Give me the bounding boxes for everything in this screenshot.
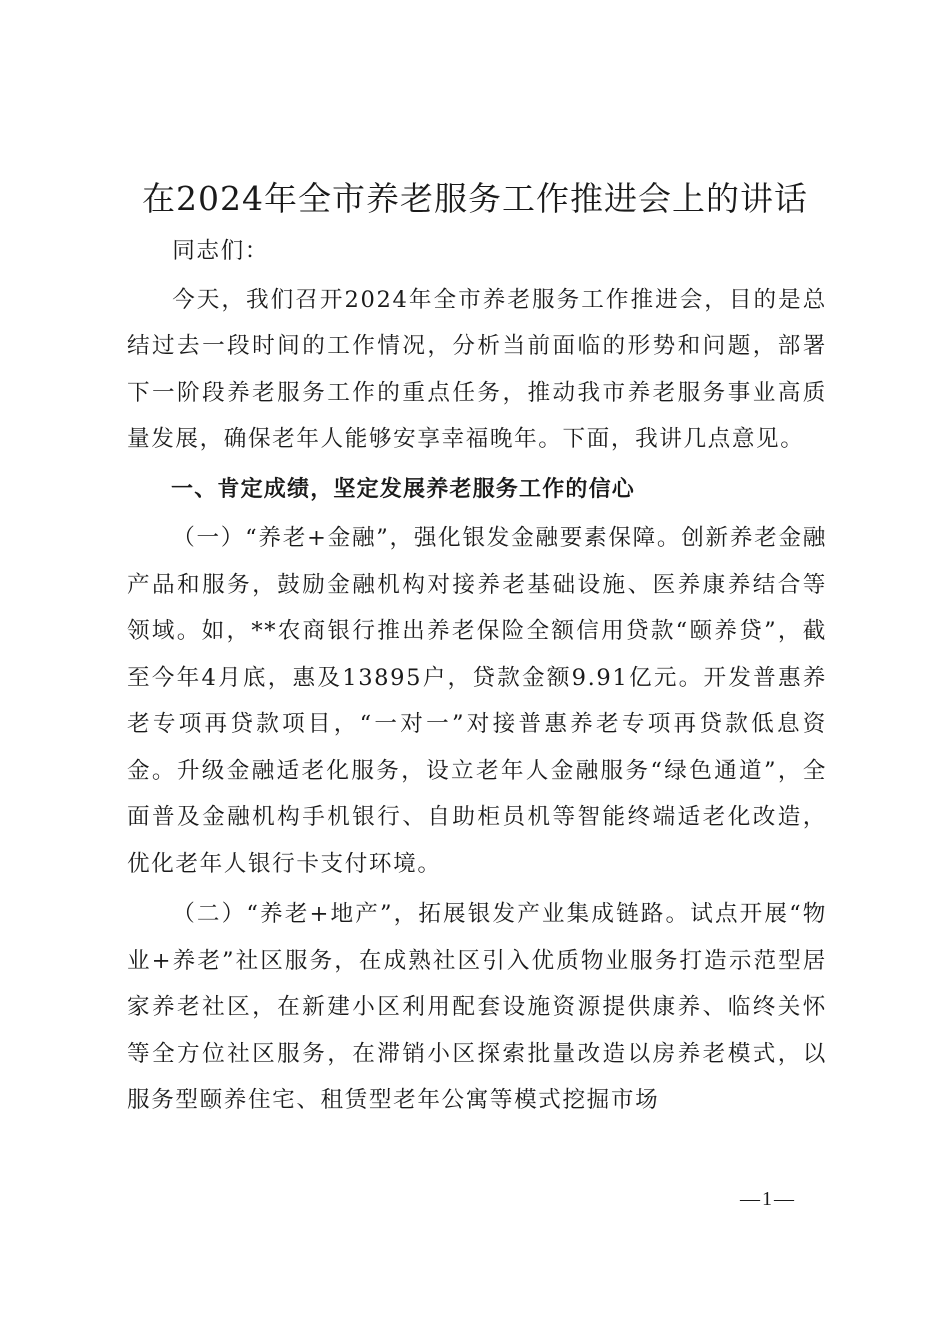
salutation: 同志们：	[172, 238, 269, 264]
section-heading: 一、肯定成绩，坚定发展养老服务工作的信心	[171, 476, 636, 502]
page-number: —1—	[740, 1188, 796, 1210]
paragraph-finance: （一）“养老+金融”，强化银发金融要素保障。创新养老金融产品和服务，鼓励金融机构对接养老基础设施、医养康养结合等领域。如，**农商银行推出养老保险全额信用贷款“颐养贷”，截至今年4月底，惠及13895户，贷款金额9.91亿元。开发普惠养老专项再贷款项目，“一对一”对接普惠养老专项再贷款低息资金。升级金融适老化服务，设立老年人金融服务“绿色通道”，全面普及金融机构手机银行、自助柜员机等智能终端适老化改造，优化老年人银行卡支付环境。	[127, 525, 827, 877]
paragraph-real-estate: （二）“养老+地产”，拓展银发产业集成链路。试点开展“物业+养老”社区服务，在成熟社区引入优质物业服务打造示范型居家养老社区，在新建小区利用配套设施资源提供康养、临终关怀等全方位社区服务，在滞销小区探索批量改造以房养老模式，以服务型颐养住宅、租赁型老年公寓等模式挖掘市场	[127, 901, 827, 1113]
intro-paragraph: 今天，我们召开2024年全市养老服务工作推进会，目的是总结过去一段时间的工作情况，分析当前面临的形势和问题，部署下一阶段养老服务工作的重点任务，推动我市养老服务事业高质量发展，确保老年人能够安享幸福晚年。下面，我讲几点意见。	[127, 286, 827, 452]
document-body	[127, 228, 827, 1128]
document-title: 在2024年全市养老服务工作推进会上的讲话	[142, 179, 808, 218]
